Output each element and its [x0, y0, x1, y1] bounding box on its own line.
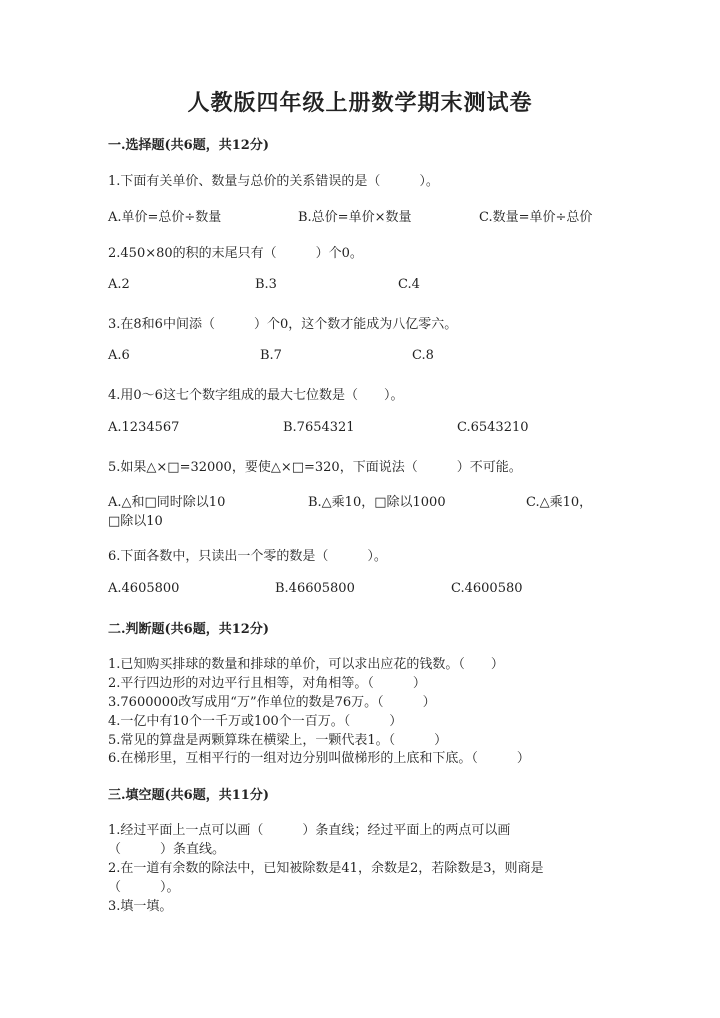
- judgement-item: 2.平行四边形的对边平行且相等，对角相等。（ ）: [108, 676, 426, 691]
- fill-blank-line: 1.经过平面上一点可以画（ ）条直线；经过平面上的两点可以画: [108, 823, 511, 838]
- judgement-item: 3.7600000改写成用“万”作单位的数是76万。（ ）: [108, 695, 436, 710]
- option-c-continued: □除以10: [108, 514, 163, 529]
- question-stem: 5.如果△×□=32000，要使△×□=320，下面说法（ ）不可能。: [108, 460, 522, 475]
- question-stem: 3.在8和6中间添（ ）个0，这个数才能成为八亿零六。: [108, 317, 458, 332]
- option-b: B.46605800: [275, 581, 355, 596]
- option-b: B.3: [255, 277, 277, 292]
- option-a: A.6: [108, 348, 130, 363]
- option-c: C.4600580: [451, 581, 523, 596]
- judgement-item: 5.常见的算盘是两颗算珠在横梁上，一颗代表1。（ ）: [108, 733, 448, 748]
- option-a: A.单价=总价÷数量: [108, 210, 222, 225]
- judgement-item: 1.已知购买排球的数量和排球的单价，可以求出应花的钱数。（ ）: [108, 657, 504, 672]
- question-stem: 6.下面各数中，只读出一个零的数是（ ）。: [108, 549, 387, 564]
- option-c: C.6543210: [457, 420, 529, 435]
- section-heading-fill-blank: 三.填空题(共6题，共11分): [108, 788, 269, 803]
- option-b: B.7654321: [283, 420, 355, 435]
- fill-blank-line: （ ）条直线。: [108, 842, 226, 857]
- fill-blank-line: 2.在一道有余数的除法中，已知被除数是41，余数是2，若除数是3，则商是: [108, 861, 544, 876]
- option-b: B.总价=单价×数量: [298, 210, 412, 225]
- question-stem: 2.450×80的积的末尾只有（ ）个0。: [108, 246, 363, 261]
- option-c: C.△乘10，: [526, 495, 593, 510]
- option-b: B.△乘10，□除以1000: [308, 495, 446, 510]
- fill-blank-line: （ ）。: [108, 880, 180, 895]
- option-a: A.4605800: [108, 581, 180, 596]
- option-c: C.8: [412, 348, 434, 363]
- option-a: A.△和□同时除以10: [108, 495, 226, 510]
- fill-blank-line: 3.填一填。: [108, 899, 173, 914]
- option-c: C.4: [398, 277, 420, 292]
- page-title: 人教版四年级上册数学期末测试卷: [187, 90, 533, 116]
- section-heading-choice: 一.选择题(共6题，共12分): [108, 138, 269, 153]
- option-b: B.7: [260, 348, 282, 363]
- judgement-item: 4.一亿中有10个一千万或100个一百万。（ ）: [108, 714, 403, 729]
- option-a: A.2: [108, 277, 130, 292]
- question-stem: 4.用0～6这七个数字组成的最大七位数是（ ）。: [108, 388, 404, 403]
- option-a: A.1234567: [108, 420, 180, 435]
- question-stem: 1.下面有关单价、数量与总价的关系错误的是（ ）。: [108, 174, 439, 189]
- judgement-item: 6.在梯形里，互相平行的一组对边分别叫做梯形的上底和下底。（ ）: [108, 751, 530, 766]
- section-heading-judgement: 二.判断题(共6题，共12分): [108, 622, 269, 637]
- option-c: C.数量=单价÷总价: [479, 210, 593, 225]
